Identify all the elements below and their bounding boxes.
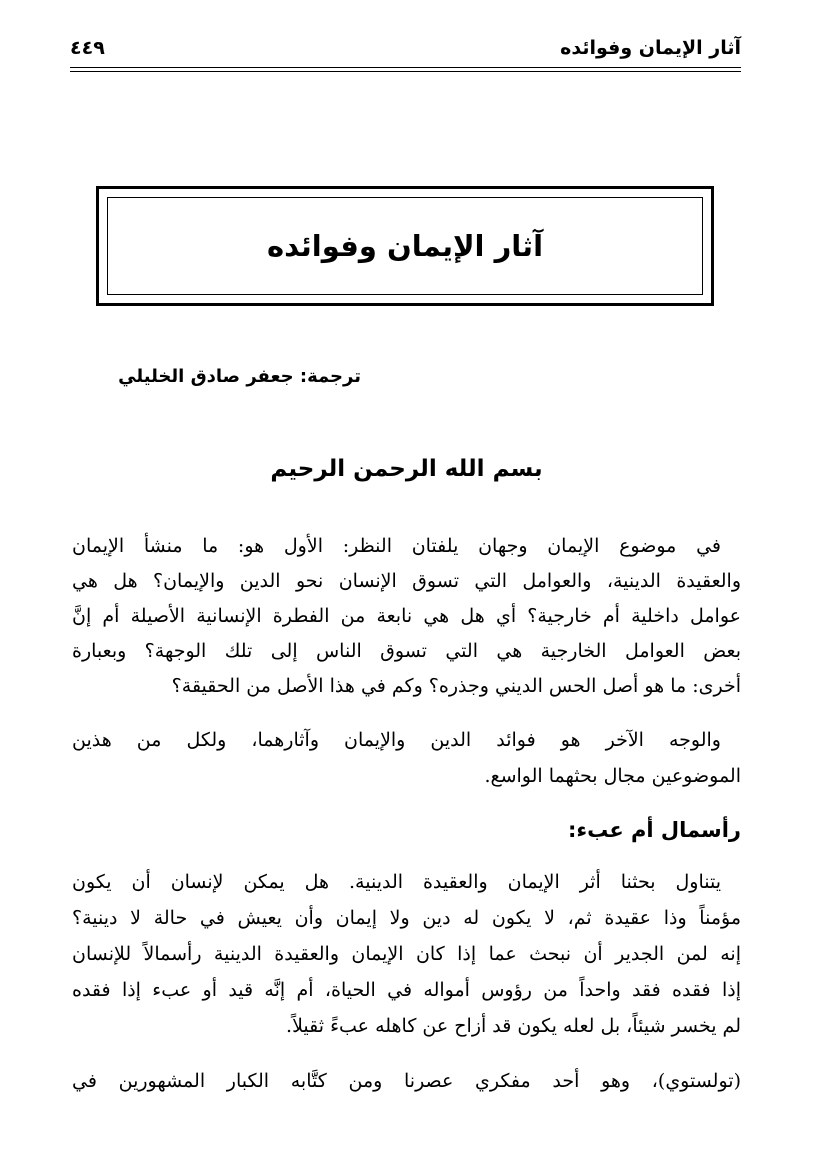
running-title: آثار الإيمان وفوائده <box>560 37 741 59</box>
translator-credit: ترجمة: جعفر صادق الخليلي <box>118 366 361 387</box>
paragraph-3-line-4: إذا فقده فقد واحداً من رؤوس أمواله في الحياة، أم إنَّه قيد أو عبء إذا فقده <box>72 979 741 1001</box>
page-number: ٤٤٩ <box>70 37 105 59</box>
paragraph-4-line-1: (تولستوي)، وهو أحد مفكري عصرنا ومن كتَّابه الكبار المشهورين في <box>72 1070 741 1092</box>
paragraph-3-line-2: مؤمناً وذا عقيدة ثم، لا يكون له دين ولا إيمان وأن يعيش في حالة لا دينية؟ <box>72 907 741 929</box>
running-header <box>70 30 741 66</box>
basmala: بسم الله الرحمن الرحيم <box>270 456 543 482</box>
header-rule <box>70 67 741 72</box>
section-heading: رأسمال أم عبء: <box>567 818 741 842</box>
paragraph-2-line-2: الموضوعين مجال بحثهما الواسع. <box>484 765 741 787</box>
chapter-title: آثار الإيمان وفوائده <box>267 229 544 263</box>
paragraph-1-line-1: في موضوع الإيمان وجهان يلفتان النظر: الأول هو: ما منشأ الإيمان <box>72 535 721 557</box>
paragraph-3-line-1: يتناول بحثنا أثر الإيمان والعقيدة الدينية. هل يمكن لإنسان أن يكون <box>72 871 721 893</box>
paragraph-1-line-3: عوامل داخلية أم خارجية؟ أي هل هي نابعة من الفطرة الإنسانية الأصيلة أم إنَّ <box>72 605 741 627</box>
paragraph-2-line-1: والوجه الآخر هو فوائد الدين والإيمان وآثارهما، ولكل من هذين <box>72 729 721 751</box>
paragraph-3-line-5: لم يخسر شيئاً، بل لعله يكون قد أزاح عن كاهله عبءً ثقيلاً. <box>286 1015 741 1037</box>
chapter-title-inner-frame <box>107 197 703 295</box>
paragraph-1-line-2: والعقيدة الدينية، والعوامل التي تسوق الإنسان نحو الدين والإيمان؟ هل هي <box>72 570 741 592</box>
paragraph-1-line-5: أخرى: ما هو أصل الحس الديني وجذره؟ وكم في هذا الأصل من الحقيقة؟ <box>171 675 741 697</box>
chapter-title-frame <box>96 186 714 306</box>
paragraph-1-line-4: بعض العوامل الخارجية هي التي تسوق الناس إلى تلك الوجهة؟ وبعبارة <box>72 640 741 662</box>
paragraph-3-line-3: إنه لمن الجدير أن نبحث عما إذا كان الإيمان والعقيدة الدينية رأسمالاً للإنسان <box>72 943 741 965</box>
